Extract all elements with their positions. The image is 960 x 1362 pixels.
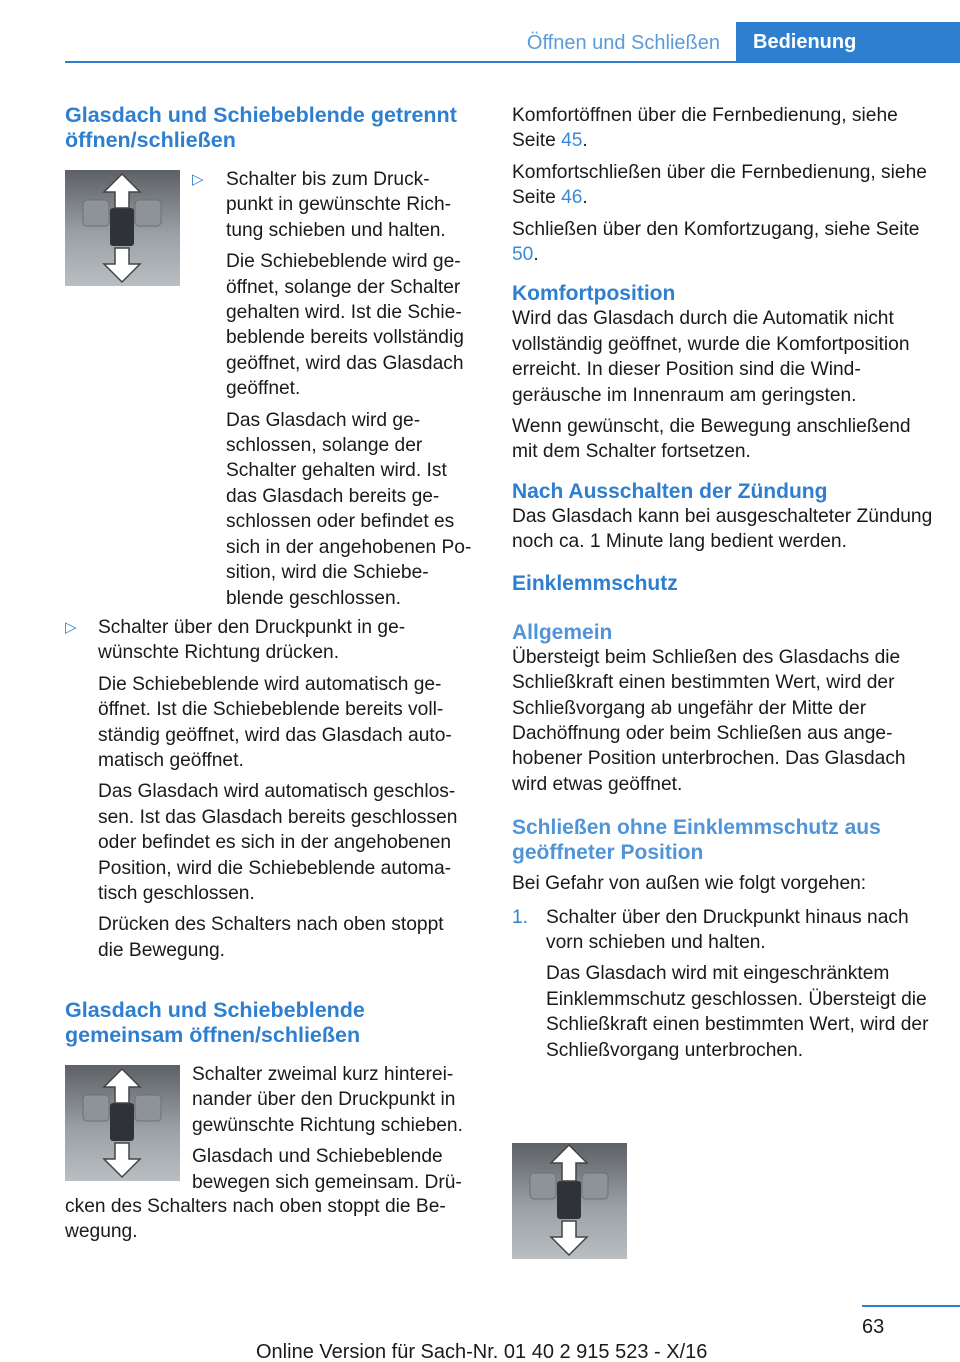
paragraph: Das Glasdach wird mit eingeschränktem Einklemmschutz geschlossen. Übersteigt die Schließkraft einen bestimmten Wert, wird der Schließvorgang unterbrochen. bbox=[546, 963, 929, 1061]
text-line: öffnet. Ist die Schiebeblende bereits voll- bbox=[98, 699, 444, 721]
roof-switch-image bbox=[65, 170, 180, 286]
page-footer bbox=[0, 1300, 960, 1362]
text-line: ständig geöffnet, wird das Glasdach auto- bbox=[98, 724, 452, 746]
paragraph: Wenn gewünscht, die Bewegung anschließend mit dem Schalter fortsetzen. bbox=[512, 416, 911, 463]
text-line: öffnet, solange der Schalter bbox=[226, 276, 461, 298]
bullet-group-1 bbox=[192, 167, 482, 617]
paragraph bbox=[226, 249, 482, 401]
text-line: bewegen sich gemeinsam. Drü- bbox=[192, 1171, 462, 1193]
text-line: wegung. bbox=[65, 1221, 138, 1243]
text-line: Die Schiebeblende wird automatisch ge- bbox=[98, 673, 442, 695]
text-line: Das Glasdach wird automatisch geschlos- bbox=[98, 781, 456, 803]
paragraph bbox=[192, 1062, 492, 1138]
text-line: tung schieben und halten. bbox=[226, 219, 446, 241]
text-line: Drücken des Schalters nach oben stoppt bbox=[98, 914, 444, 936]
paragraph bbox=[98, 779, 481, 906]
switch-illustration bbox=[65, 1065, 180, 1181]
text-line: geöffnet. bbox=[226, 378, 301, 400]
text-line: sen. Ist das Glasdach bereits geschlossen bbox=[98, 806, 458, 828]
left-column bbox=[65, 103, 481, 1243]
text-line: gewünschte Richtung schieben. bbox=[192, 1114, 463, 1136]
text-line: punkt in gewünschte Rich- bbox=[226, 194, 452, 216]
text: Schließen über den Komfortzugang, siehe Seite bbox=[512, 218, 920, 240]
joint-text-cont bbox=[65, 1194, 485, 1251]
text-line: wünschte Richtung drücken. bbox=[98, 642, 340, 664]
heading-allgemein: Allgemein bbox=[512, 620, 613, 644]
footer-text: Online Version für Sach-Nr. 01 40 2 915 523 - X/16 bbox=[256, 1341, 708, 1362]
text-line: Schalter gehalten wird. Ist bbox=[226, 460, 447, 482]
text-line: Schalter bis zum Druck- bbox=[226, 169, 430, 190]
paragraph bbox=[226, 408, 482, 611]
text-line: blende geschlossen. bbox=[226, 587, 401, 609]
text-line: Schalter zweimal kurz hinterei- bbox=[192, 1064, 454, 1085]
text: Komfortschließen über die Fernbedienung, siehe Seite bbox=[512, 161, 927, 209]
text-line: schlossen oder befindet es bbox=[226, 511, 455, 533]
page-link[interactable]: 45 bbox=[561, 130, 583, 152]
text-line: matisch geöffnet. bbox=[98, 750, 244, 772]
paragraph: Bei Gefahr von außen wie folgt vorgehen: bbox=[512, 873, 867, 895]
heading-separate: Glasdach und Schiebeblende getrennt öffnen/schließen bbox=[65, 103, 457, 152]
roof-switch-image bbox=[512, 1143, 627, 1259]
heading-einklemmschutz: Einklemmschutz bbox=[512, 571, 678, 595]
text-line: cken des Schalters nach oben stoppt die Be- bbox=[65, 1196, 446, 1217]
joint-text bbox=[192, 1062, 492, 1195]
page-link[interactable]: 46 bbox=[561, 187, 583, 209]
text-line: das Glasdach bereits ge- bbox=[226, 485, 440, 507]
page-header bbox=[0, 0, 960, 64]
bullet-marker-icon: ▷ bbox=[192, 171, 204, 188]
text-line: Glasdach und Schiebeblende bbox=[192, 1146, 443, 1168]
bullet-marker-icon: ▷ bbox=[65, 619, 77, 636]
paragraph: Das Glasdach kann bei ausgeschalteter Zündung noch ca. 1 Minute lang bedient werden. bbox=[512, 505, 933, 553]
text: Komfortöffnen über die Fernbedienung, siehe Seite bbox=[512, 105, 898, 152]
heading-joint: Glasdach und Schiebeblende gemeinsam öffnen/schließen bbox=[65, 998, 365, 1047]
paragraph bbox=[65, 1194, 485, 1245]
paragraph bbox=[226, 167, 482, 243]
heading-ohne-einklemmschutz: Schließen ohne Einklemmschutz aus geöffneter Position bbox=[512, 816, 881, 865]
header-rule bbox=[65, 61, 960, 63]
paragraph bbox=[192, 1144, 492, 1195]
bullet-item bbox=[65, 615, 481, 963]
step-number: 1. bbox=[512, 906, 529, 928]
text-line: Schalter über den Druckpunkt in ge- bbox=[98, 617, 406, 638]
paragraph bbox=[98, 672, 481, 774]
section-title: Öffnen und Schließen bbox=[526, 32, 720, 54]
text-line: Position, wird die Schiebeblende automa- bbox=[98, 857, 452, 879]
paragraph bbox=[98, 615, 481, 666]
paragraph: Wird das Glasdach durch die Automatik nicht vollständig geöffnet, wurde die Komfortposition erreicht. In dieser Position sind die Windgeräusche im Innenraum am geringsten. bbox=[512, 308, 910, 406]
switch-illustration bbox=[512, 1143, 627, 1259]
paragraph: Komfortöffnen über die Fernbedienung, siehe Seite 45. bbox=[512, 105, 898, 152]
paragraph: Schalter über den Druckpunkt hinaus nach vorn schieben und halten. bbox=[546, 906, 909, 953]
text-line: nander über den Druckpunkt in bbox=[192, 1089, 456, 1111]
numbered-step bbox=[512, 905, 937, 1063]
heading-komfortposition: Komfortposition bbox=[512, 282, 676, 306]
roof-switch-image bbox=[65, 1065, 180, 1181]
switch-illustration bbox=[65, 170, 180, 286]
text-line: die Bewegung. bbox=[98, 939, 225, 961]
bullet-group-2 bbox=[65, 615, 481, 969]
text-line: Die Schiebeblende wird ge- bbox=[226, 251, 461, 273]
chapter-tab: Bedienung bbox=[736, 22, 960, 62]
paragraph bbox=[98, 912, 481, 963]
page-link[interactable]: 50 bbox=[512, 244, 534, 266]
text-line: schlossen, solange der bbox=[226, 435, 423, 457]
text-line: oder befindet es sich in der angehobenen bbox=[98, 832, 452, 854]
paragraph: Übersteigt beim Schließen des Glasdachs die Schließkraft einen bestimmten Wert, wird der Schließvorgang ab ungefähr der Mitte der Dachöffnung oder beim Schließen aus angehobener Position unterbrochen. Das Glasdach wird etwas geöffnet. bbox=[512, 646, 906, 795]
text-line: tisch geschlossen. bbox=[98, 883, 255, 905]
paragraph: Komfortschließen über die Fernbedienung, siehe Seite 46. bbox=[512, 161, 927, 209]
text-line: sich in der angehobenen Po- bbox=[226, 536, 472, 558]
paragraph: Schließen über den Komfortzugang, siehe Seite 50. bbox=[512, 218, 920, 266]
bullet-item bbox=[192, 167, 482, 611]
text-line: gehalten wird. Ist die Schie- bbox=[226, 302, 462, 324]
page-number: 63 bbox=[862, 1316, 885, 1338]
text-line: Das Glasdach wird ge- bbox=[226, 409, 421, 431]
text-line: sition, wird die Schiebe- bbox=[226, 562, 429, 584]
text-line: beblende bereits vollständig bbox=[226, 327, 464, 349]
footer-rule bbox=[862, 1305, 960, 1307]
heading-zuendung: Nach Ausschalten der Zündung bbox=[512, 479, 828, 503]
right-column bbox=[512, 103, 937, 1069]
text-line: geöffnet, wird das Glasdach bbox=[226, 352, 464, 374]
